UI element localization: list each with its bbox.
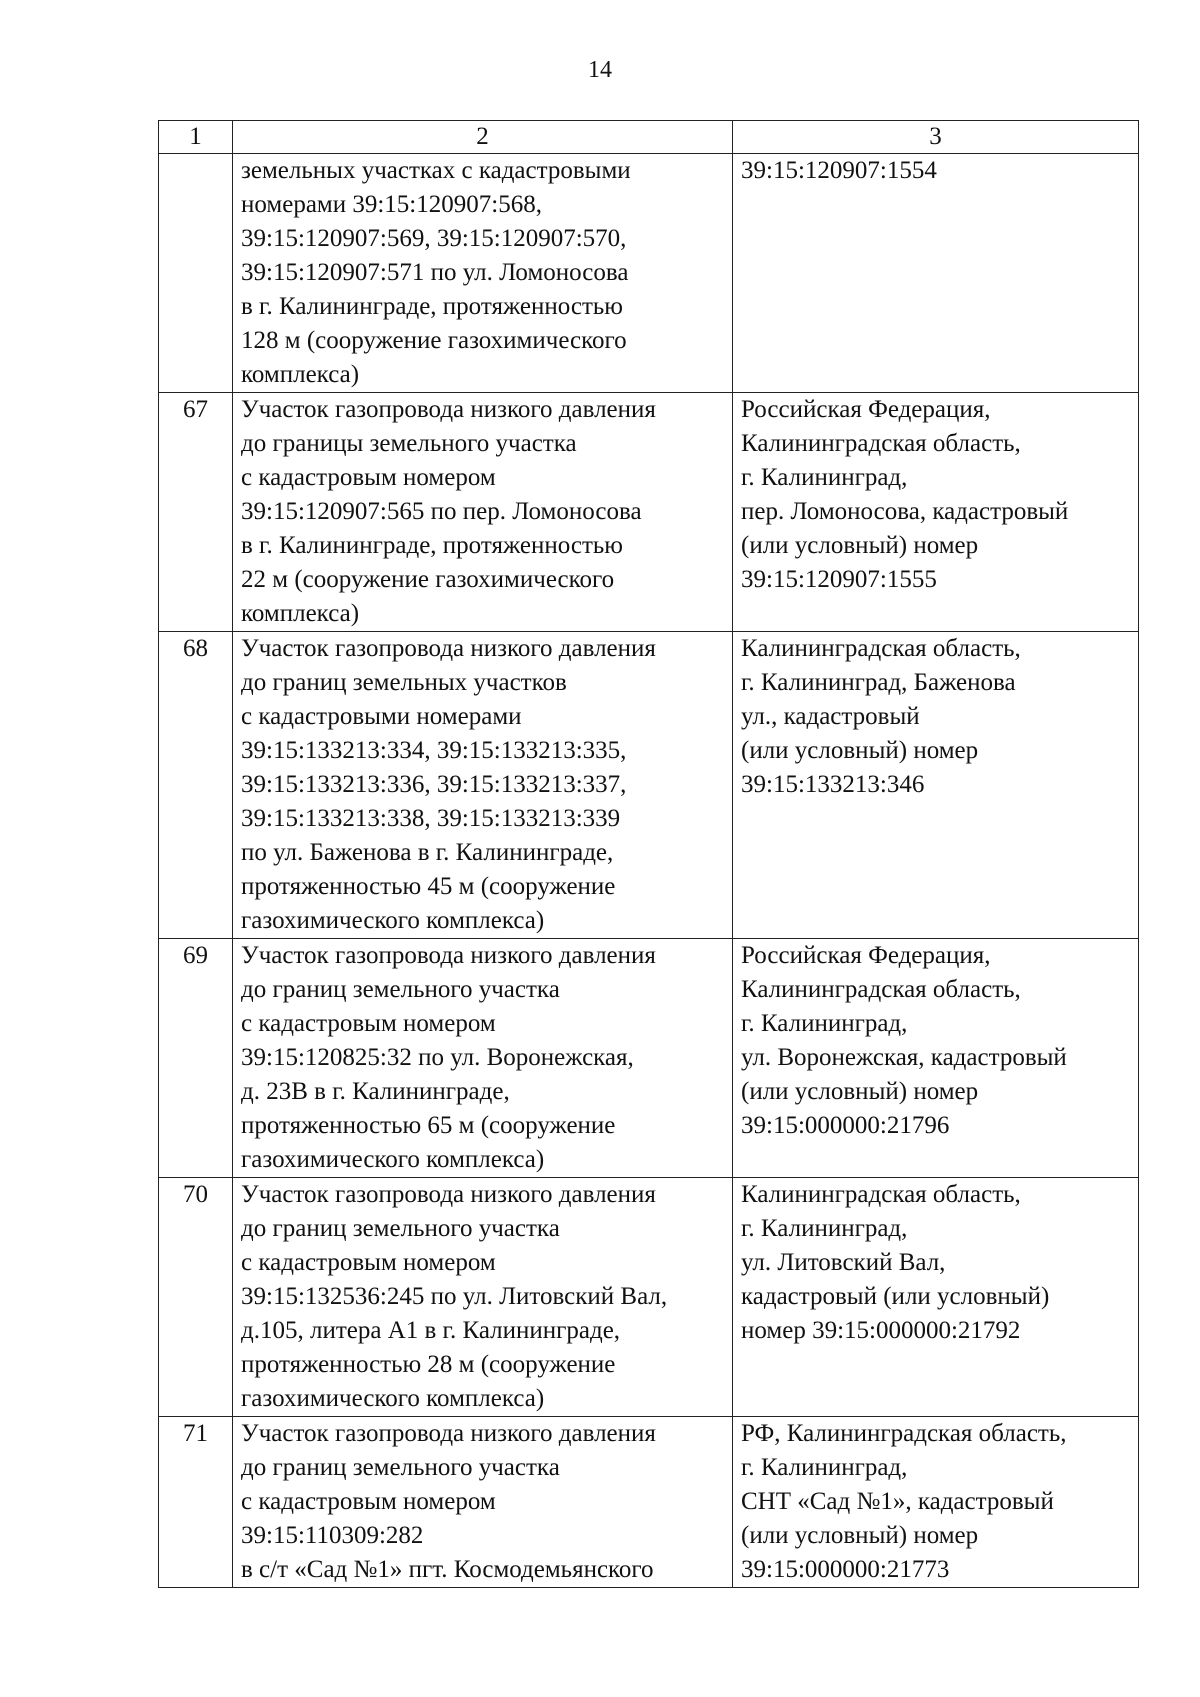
column-header-2: 2 [233,121,733,154]
table-row [159,1417,1139,1588]
object-address: 39:15:120907:1554 [733,154,1139,393]
table-body [159,154,1139,1588]
row-number: 68 [159,632,233,939]
table-header-row [159,121,1139,154]
object-description: Участок газопровода низкого давления до границ земельного участка с кадастровым номером 39:15:110309:282 в с/т «Сад №1» пгт. Космодемьянского [233,1417,733,1588]
object-address: Калининградская область, г. Калининград, ул. Литовский Вал, кадастровый (или условный) номер 39:15:000000:21792 [733,1178,1139,1417]
object-description: земельных участках с кадастровыми номерами 39:15:120907:568, 39:15:120907:569, 39:15:120907:570, 39:15:120907:571 по ул. Ломоносова в г. Калининграде, протяженностью 128 м (сооружение газохимического комплекса) [233,154,733,393]
row-number: 67 [159,393,233,632]
table-row [159,393,1139,632]
object-address: Российская Федерация, Калининградская область, г. Калининград, пер. Ломоносова, кадастровый (или условный) номер 39:15:120907:1555 [733,393,1139,632]
object-description: Участок газопровода низкого давления до границ земельного участка с кадастровым номером 39:15:132536:245 по ул. Литовский Вал, д.105, литера А1 в г. Калининграде, протяженностью 28 м (сооружение газохимического комплекса) [233,1178,733,1417]
object-address: РФ, Калининградская область, г. Калининград, СНТ «Сад №1», кадастровый (или условный) номер 39:15:000000:21773 [733,1417,1139,1588]
table-row [159,1178,1139,1417]
page-number: 14 [588,57,612,83]
column-header-1: 1 [159,121,233,154]
object-address: Калининградская область, г. Калининград, Баженова ул., кадастровый (или условный) номер 39:15:133213:346 [733,632,1139,939]
object-description: Участок газопровода низкого давления до границ земельных участков с кадастровыми номерами 39:15:133213:334, 39:15:133213:335, 39:15:133213:336, 39:15:133213:337, 39:15:133213:338, 39:15:133213:339 по ул. Баженова в г. Калининграде, протяженностью 45 м (сооружение газохимического комплекса) [233,632,733,939]
row-number [159,154,233,393]
table-row [159,154,1139,393]
table-row [159,632,1139,939]
row-number: 69 [159,939,233,1178]
property-table [158,120,1139,1588]
column-header-3: 3 [733,121,1139,154]
object-address: Российская Федерация, Калининградская область, г. Калининград, ул. Воронежская, кадастровый (или условный) номер 39:15:000000:21796 [733,939,1139,1178]
table-row [159,939,1139,1178]
table-header [159,121,1139,154]
row-number: 71 [159,1417,233,1588]
row-number: 70 [159,1178,233,1417]
object-description: Участок газопровода низкого давления до границы земельного участка с кадастровым номером 39:15:120907:565 по пер. Ломоносова в г. Калининграде, протяженностью 22 м (сооружение газохимического комплекса) [233,393,733,632]
object-description: Участок газопровода низкого давления до границ земельного участка с кадастровым номером 39:15:120825:32 по ул. Воронежская, д. 23В в г. Калининграде, протяженностью 65 м (сооружение газохимического комплекса) [233,939,733,1178]
